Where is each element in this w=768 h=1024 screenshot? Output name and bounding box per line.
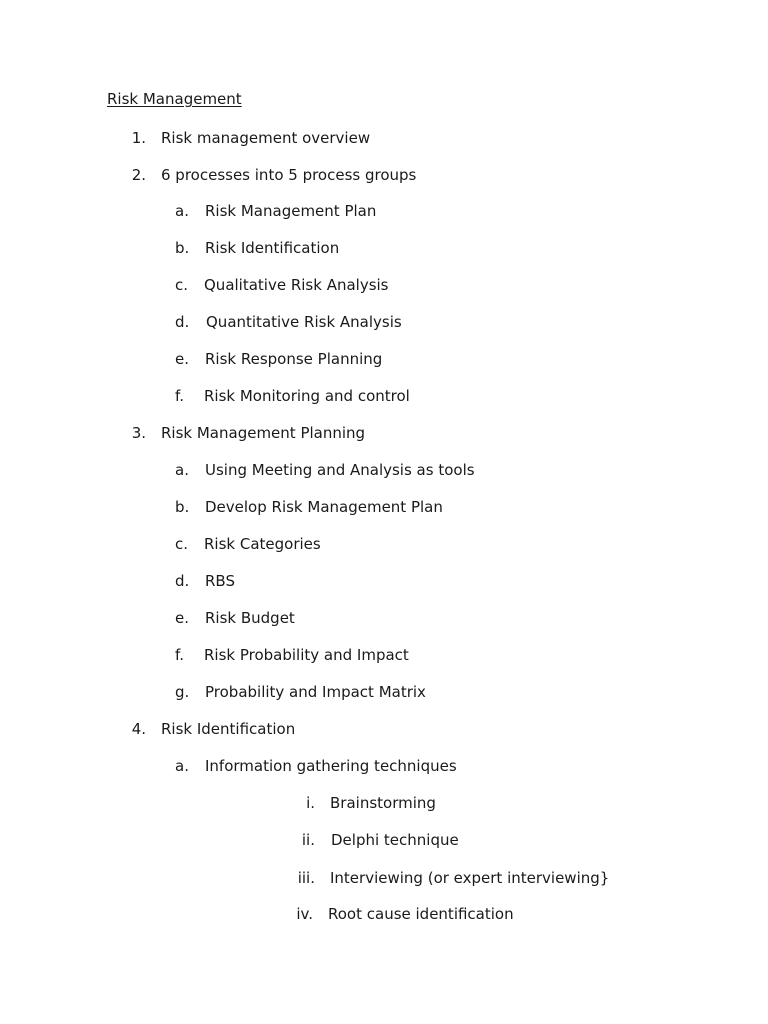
list-item-text: Risk Management Planning	[161, 424, 366, 442]
list-item	[0, 868, 768, 888]
list-item-marker: 2.	[131, 166, 146, 184]
list-item-marker: 1.	[131, 129, 146, 147]
list-item-text: Risk Budget	[205, 609, 295, 627]
list-item-text: Quantitative Risk Analysis	[206, 313, 402, 331]
list-item	[0, 645, 768, 665]
list-item-text: Risk Probability and Impact	[204, 646, 409, 664]
list-item-text: Qualitative Risk Analysis	[204, 276, 389, 294]
list-item-marker: iii.	[297, 869, 315, 887]
document-title: Risk Management	[107, 90, 242, 108]
list-item	[0, 460, 768, 480]
list-item-text: 6 processes into 5 process groups	[161, 166, 417, 184]
list-item-marker: 4.	[131, 720, 146, 738]
list-item-marker: ii.	[301, 831, 315, 849]
list-item-text: Risk Categories	[204, 535, 321, 553]
list-item	[0, 386, 768, 406]
list-item	[0, 571, 768, 591]
list-item-text: Risk Identification	[205, 239, 340, 257]
list-item	[0, 165, 768, 185]
list-item-text: Risk Management Plan	[205, 202, 377, 220]
list-item	[0, 793, 768, 813]
list-item	[0, 719, 768, 739]
list-item-marker: e.	[175, 609, 189, 627]
list-item-marker: f.	[175, 387, 184, 405]
list-item	[0, 534, 768, 554]
list-item-marker: a.	[175, 202, 189, 220]
list-item-marker: c.	[175, 276, 189, 294]
list-item-marker: 3.	[131, 424, 146, 442]
list-item-marker: a.	[175, 461, 189, 479]
list-item	[0, 312, 768, 332]
list-item	[0, 497, 768, 517]
list-item-text: Information gathering techniques	[205, 757, 457, 775]
list-item-marker: b.	[175, 239, 190, 257]
list-item-text: Delphi technique	[331, 831, 459, 849]
list-item-marker: i.	[306, 794, 315, 812]
list-item-marker: b.	[175, 498, 190, 516]
list-item	[0, 682, 768, 702]
list-item	[0, 128, 768, 148]
list-item	[0, 608, 768, 628]
list-item-marker: c.	[175, 535, 189, 553]
list-item-text: Risk Identification	[161, 720, 296, 738]
list-item-marker: d.	[175, 313, 190, 331]
list-item-text: Risk Response Planning	[205, 350, 383, 368]
list-item-text: Root cause identification	[328, 905, 514, 923]
list-item	[0, 201, 768, 221]
list-item	[0, 349, 768, 369]
list-item-marker: d.	[175, 572, 190, 590]
list-item	[0, 238, 768, 258]
list-item-text: Interviewing (or expert interviewing}	[330, 869, 610, 887]
list-item-text: Using Meeting and Analysis as tools	[205, 461, 475, 479]
list-item-text: Risk management overview	[161, 129, 371, 147]
list-item-text: Risk Monitoring and control	[204, 387, 410, 405]
list-item-text: Develop Risk Management Plan	[205, 498, 443, 516]
list-item-marker: iv.	[296, 905, 313, 923]
list-item-text: Probability and Impact Matrix	[205, 683, 426, 701]
list-item	[0, 423, 768, 443]
list-item	[0, 756, 768, 776]
list-item-marker: e.	[175, 350, 189, 368]
list-item-text: RBS	[205, 572, 235, 590]
list-item-marker: a.	[175, 757, 189, 775]
list-item	[0, 830, 768, 850]
list-item-marker: f.	[175, 646, 184, 664]
list-item	[0, 275, 768, 295]
list-item	[0, 904, 768, 924]
list-item-text: Brainstorming	[330, 794, 436, 812]
list-item-marker: g.	[175, 683, 190, 701]
